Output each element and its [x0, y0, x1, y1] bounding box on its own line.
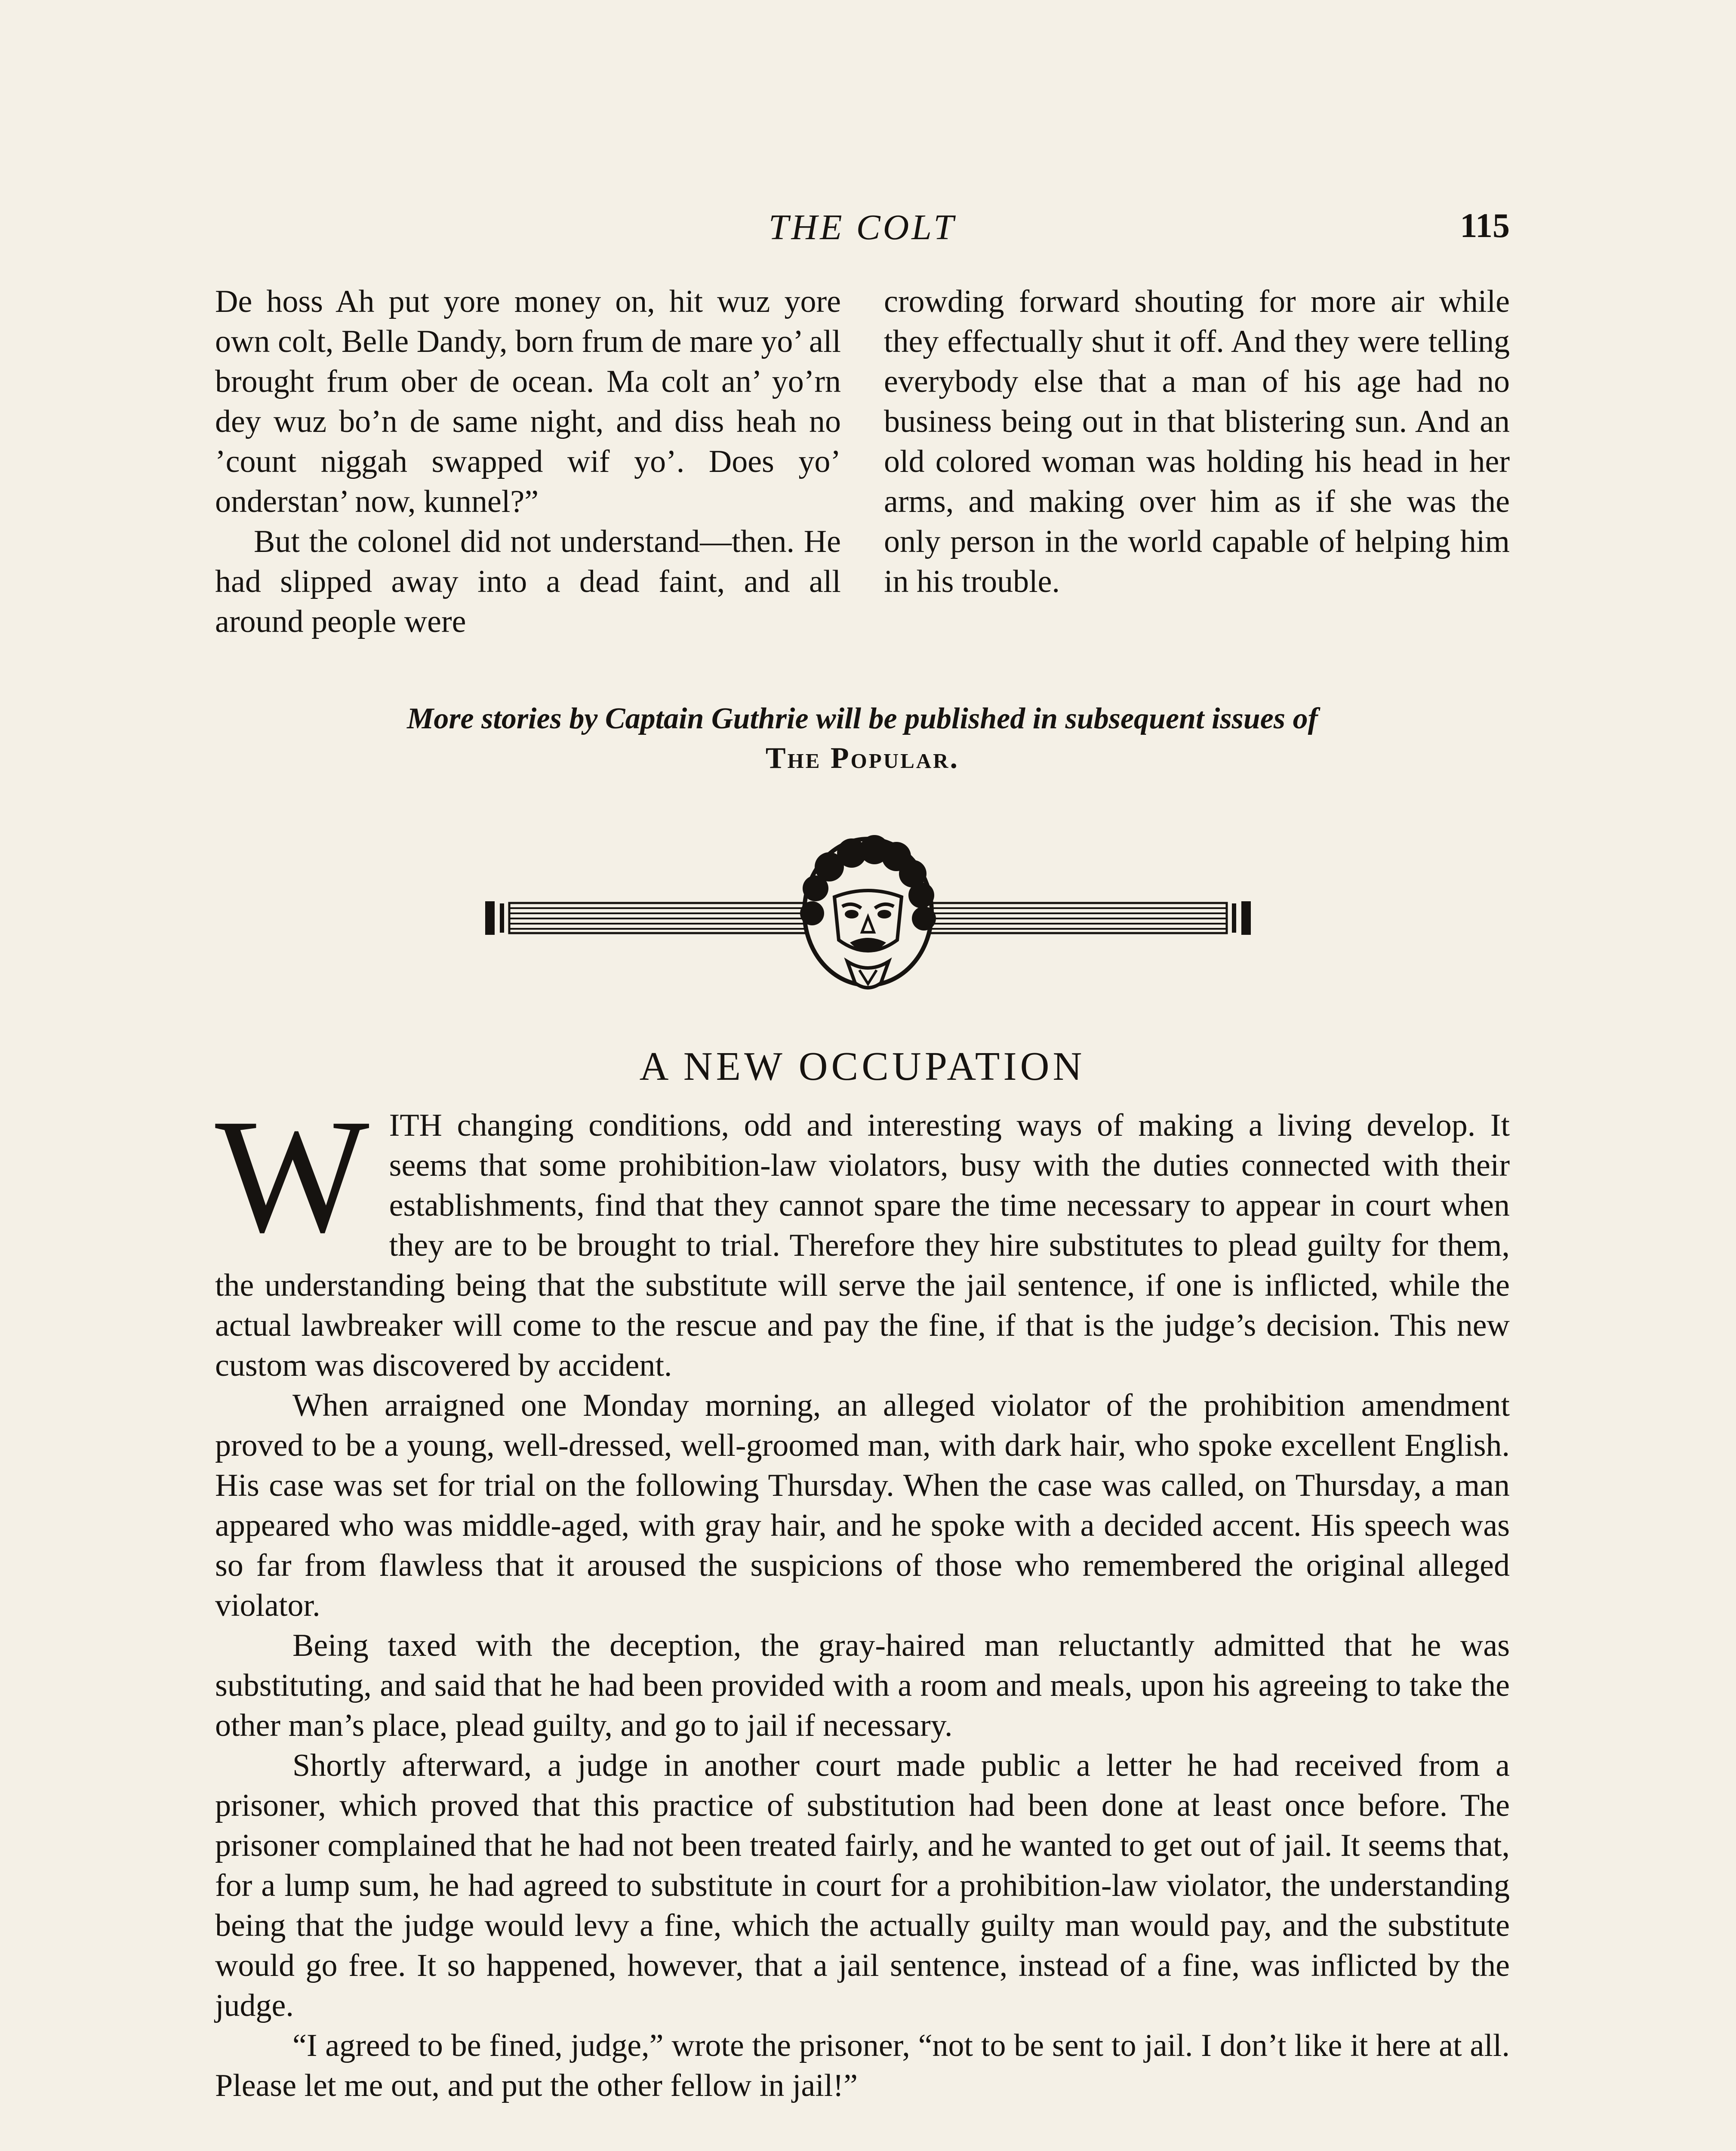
article-paragraph-1 [215, 1085, 1510, 1386]
article-paragraph-5: “I agreed to be fined, judge,” wrote the prisoner, “not to be sent to jail. I don’t like it here at all. Please let me out, and put the other fellow in jail!” [215, 2028, 1510, 2103]
page-number: 115 [1460, 207, 1510, 245]
article-paragraph-4: Shortly afterward, a judge in another court made public a letter he had received from a prisoner, which proved that this practice of substitution had been done at least once before. The prisoner complained that he had not been treated fairly, and he wanted to get out of jail. It seems that, for a lump sum, he had agreed to substitute in court for a prohibition-law violator, the understanding being that the judge would levy a fine, which the actually guilty man would pay, and the substitute would go free. It so happened, however, that a jail sentence, instead of a fine, was inflicted by the judge. [215, 1748, 1510, 2023]
left-column-paragraph-1: De hoss Ah put yore money on, hit wuz yore own colt, Belle Dandy, born frum de mare yo’ all brought frum ober de ocean. Ma colt an’ yo’rn dey wuz bo’n de same night, and diss heah no ’count niggah swapped wif yo’. Does yo’ onderstan’ now, kunnel?” [215, 284, 841, 519]
closing-note [215, 699, 1510, 778]
left-column-paragraph-2: But the colonel did not understand—then. He had slipped away into a dead faint, and all around people were [215, 524, 841, 639]
article-paragraph-3: Being taxed with the deception, the gray-haired man reluctantly admitted that he was substituting, and said that he had been provided with a room and meals, upon his agreeing to take the other man’s place, plead guilty, and go to jail if necessary. [215, 1628, 1510, 1743]
left-column [215, 282, 841, 642]
article-paragraph-2: When arraigned one Monday morning, an alleged violator of the prohibition amendment proved to be a young, well-dressed, well-groomed man, with dark hair, who spoke excellent English. His case was set for trial on the following Thursday. When the case was called, on Thursday, a man appeared who was middle-aged, with gray hair, and he spoke with a decided accent. His speech was so far from flawless that it aroused the suspicions of those who remembered the original alleged violator. [215, 1388, 1510, 1623]
theater-mask-icon [481, 832, 1255, 996]
article-body [215, 1085, 1510, 2106]
article-title: A NEW OCCUPATION [639, 1044, 1086, 1089]
right-column-paragraph-1: crowding forward shouting for more air while they effectually shut it off. And they were telling everybody else that a man of his age had no business being out in that blistering sun. And an old colored woman was holding his head in her arms, and making over him as if she was the only person in the world capable of helping him in his trouble. [884, 284, 1510, 599]
article-paragraph-1-text: ITH changing conditions, odd and interesting ways of making a living develop. It seems that some prohibition-law violators, busy with the duties connected with their establishments, find that they cannot spare the time necessary to appear in court when they are to be brought to trial. Therefore they hire substitutes to plead guilty for them, the understanding being that the substitute will serve the jail sentence, if one is inflicted, while the actual lawbreaker will come to the rescue and pay the fine, if that is the judge’s decision. This new custom was discovered by accident. [215, 1108, 1510, 1383]
running-title: THE COLT [768, 207, 957, 247]
magazine-name: The Popular. [765, 742, 960, 775]
story-ending-columns [215, 282, 1510, 686]
running-head [215, 206, 1510, 250]
closing-note-text: More stories by Captain Guthrie will be published in subsequent issues of [407, 702, 1318, 735]
right-column [884, 282, 1510, 602]
drop-cap: W [215, 1085, 369, 1267]
